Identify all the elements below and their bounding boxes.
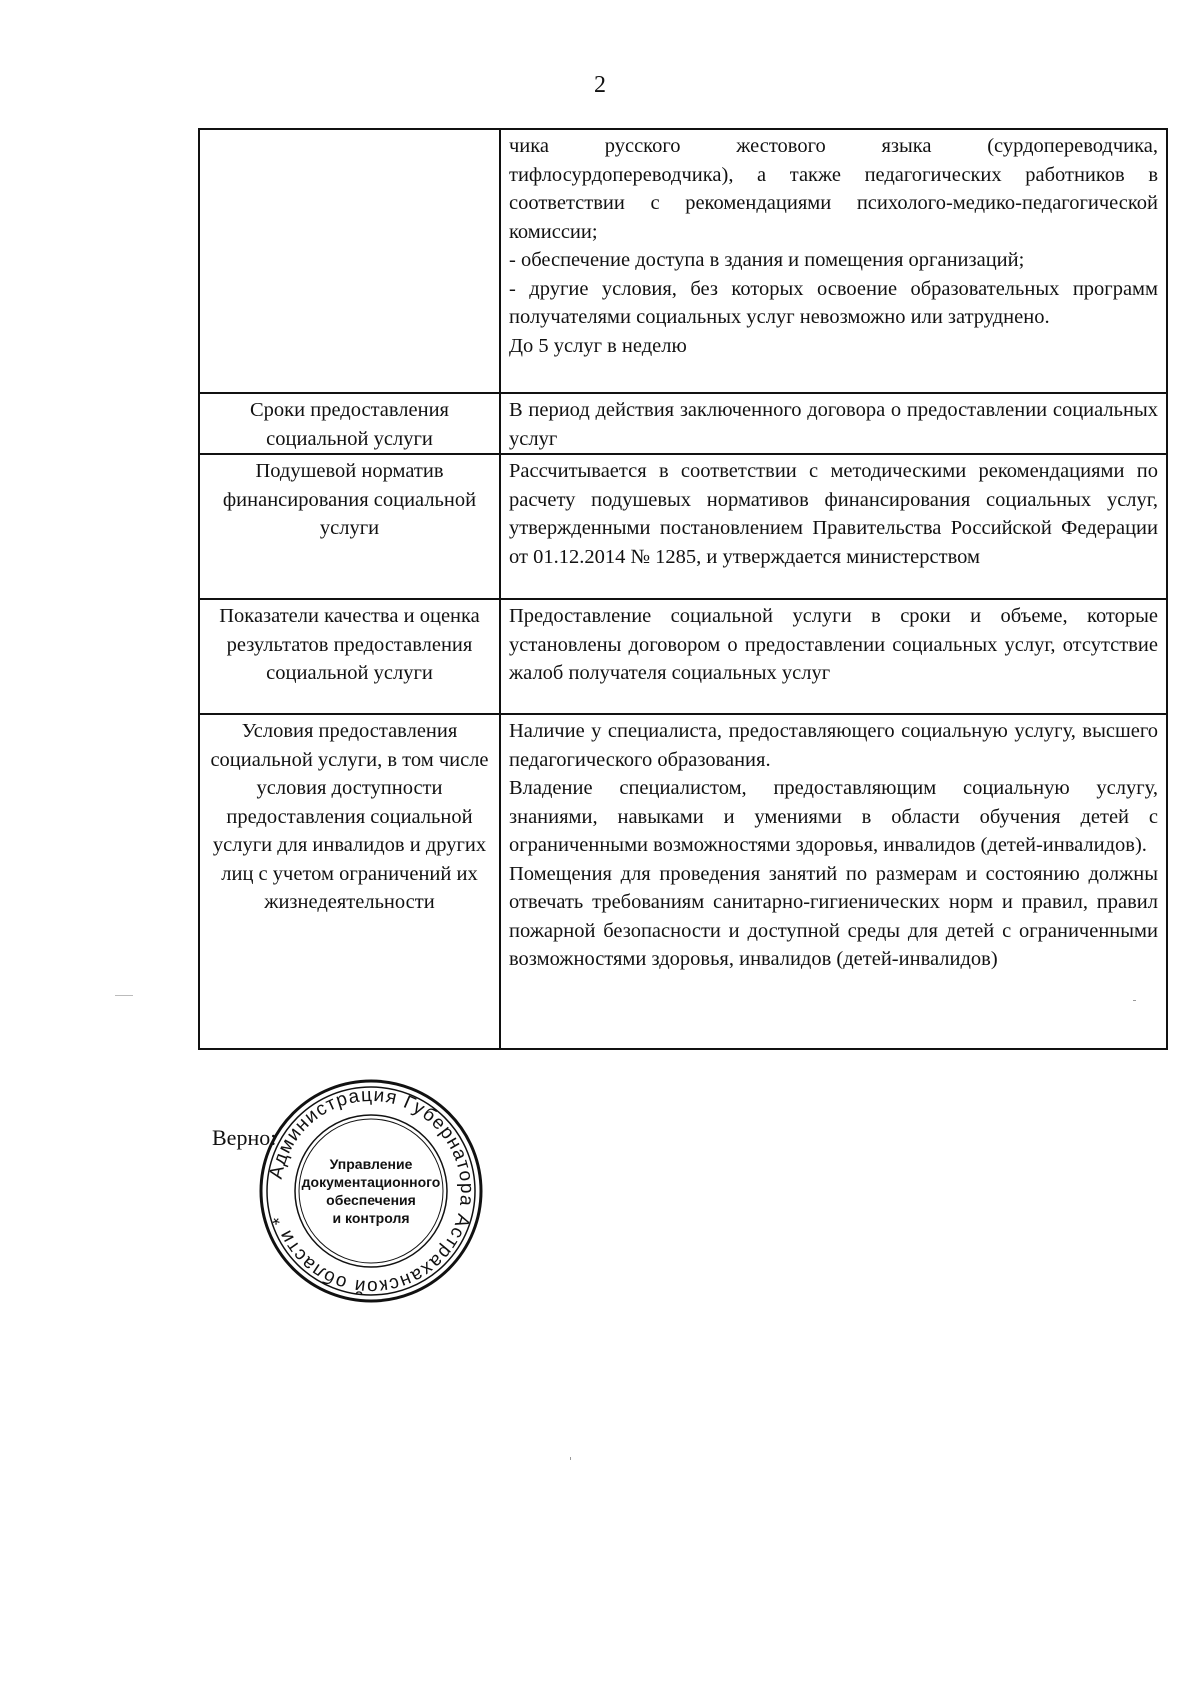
- scan-speck: [570, 1457, 571, 1460]
- row-value: [500, 393, 1167, 454]
- paragraph: Рассчитывается в соответствии с методическими рекомендациями по расчету подушевых нормативов финансирования социальных услуг, утвержденными постановлением Правительства Российской Федерации от 01.12.2014 № 1285, и утверждается министерством: [509, 460, 1158, 568]
- scan-speck: [115, 995, 133, 996]
- row-label: Сроки предоставления социальной услуги: [199, 393, 500, 454]
- seal-ring-text: Администрация Губернатора Астраханской области *: [265, 1084, 478, 1298]
- row-value: [500, 129, 1167, 393]
- services-table: [198, 128, 1168, 1050]
- paragraph: До 5 услуг в неделю: [509, 334, 687, 357]
- paragraph: Помещения для проведения занятий по размерам и состоянию должны отвечать требованиям санитарно-гигиенических норм и правил, правил пожарной безопасности и доступной среды для детей с ограниченными возможностями здоровья, инвалидов (детей-инвалидов): [509, 862, 1158, 970]
- seal-line: Управление: [329, 1156, 413, 1172]
- row-label: [199, 129, 500, 393]
- paragraph: Владение специалистом, предоставляющим социальную услугу, знаниями, навыками и умениями в области обучения детей с ограниченными возможностями здоровья, инвалидов (детей-инвалидов).: [509, 777, 1158, 856]
- seal-line: документационного: [301, 1174, 441, 1190]
- paragraph: чика русского жестового языка (сурдопереводчика, тифлосурдопереводчика), а также педагогических работников в соответствии с рекомендациями психолого-медико-педагогической комиссии;: [509, 135, 1158, 243]
- paragraph: - обеспечение доступа в здания и помещения организаций;: [509, 249, 1025, 271]
- table-row: [199, 454, 1167, 599]
- row-value: [500, 599, 1167, 714]
- certification-label: Верно:: [212, 1125, 277, 1150]
- paragraph: Предоставление социальной услуги в сроки и объеме, которые установлены договором о предоставлении социальных услуг, отсутствие жалоб получателя социальных услуг: [509, 605, 1158, 684]
- row-label: Подушевой норматив финансирования социальной услуги: [199, 454, 500, 599]
- table-row: [199, 714, 1167, 1049]
- seal-line: обеспечения: [326, 1192, 416, 1208]
- official-seal: [258, 1078, 484, 1304]
- seal-center-text: [258, 1078, 484, 1304]
- table-row: [199, 599, 1167, 714]
- table-row: [199, 129, 1167, 393]
- table-row: [199, 393, 1167, 454]
- row-value: [500, 714, 1167, 1049]
- page-number: 2: [594, 72, 606, 98]
- row-value: [500, 454, 1167, 599]
- seal-line: и контроля: [332, 1210, 410, 1226]
- paragraph: Наличие у специалиста, предоставляющего социальную услугу, высшего педагогического образования.: [509, 720, 1158, 771]
- paragraph: В период действия заключенного договора о предоставлении социальных услуг: [509, 399, 1158, 450]
- scan-speck: [1133, 1000, 1136, 1001]
- paragraph: - другие условия, без которых освоение образовательных программ получателями социальных услуг невозможно или затруднено.: [509, 277, 1158, 328]
- row-label: Показатели качества и оценка результатов предоставления социальной услуги: [199, 599, 500, 714]
- row-label: Условия предоставления социальной услуги, в том числе условия доступности предоставления социальной услуги для инвалидов и других лиц с учетом ограничений их жизнедеятельности: [199, 714, 500, 1049]
